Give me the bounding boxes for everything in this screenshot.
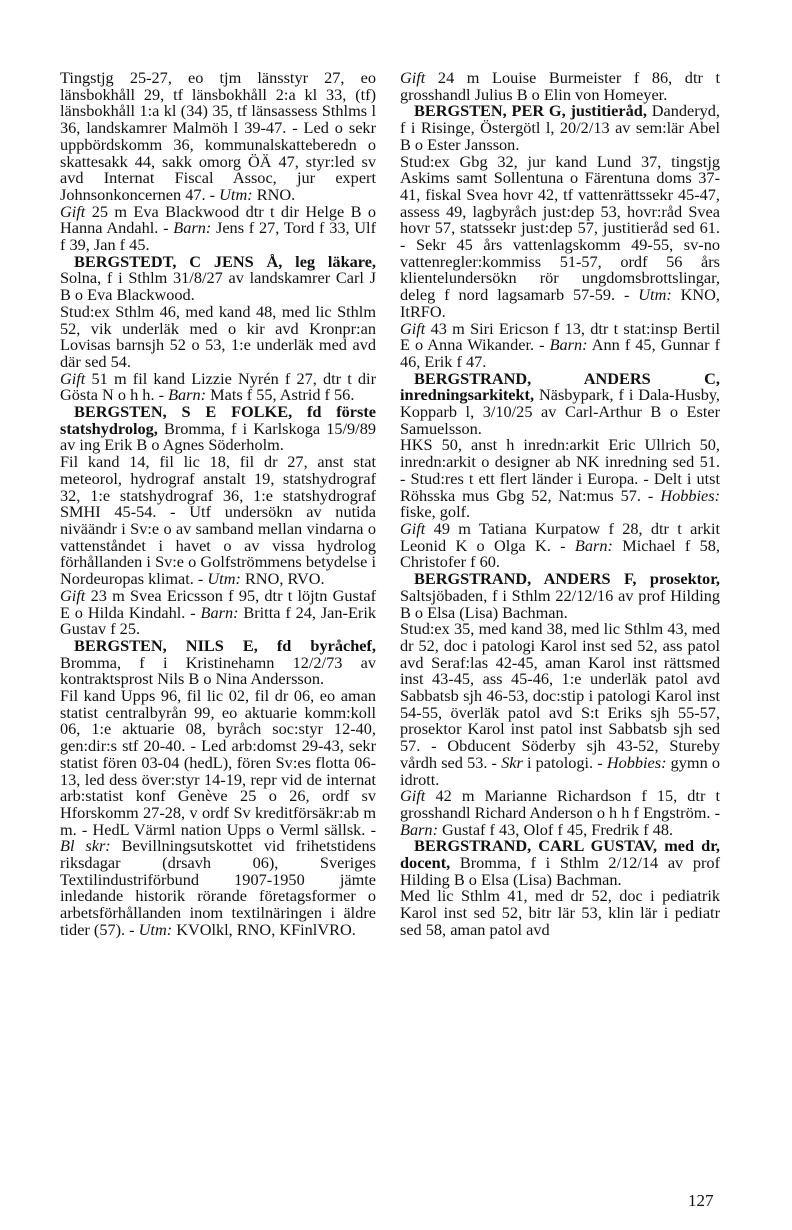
biography-entry-heading: BERGSTEN, PER G, justitieråd, Danderyd, f i Risinge, Östergötl l, 20/2/13 av sem:lär Abel B o Ester Jansson. — [400, 101, 720, 154]
biography-entry-heading: BERGSTRAND, ANDERS F, prosektor, Saltsjöbaden, f i Sthlm 22/12/16 av prof Hilding B o Elsa (Lisa) Bachman. — [400, 569, 720, 622]
biography-paragraph: Med lic Sthlm 41, med dr 52, doc i pediatrik Karol inst sed 52, bitr lär 53, klin lär i pediatr sed 58, aman patol avd — [400, 886, 720, 939]
biography-entry-heading: BERGSTRAND, ANDERS C, inredningsarkitekt, Näsbypark, f i Dala-Husby, Kopparb l, 3/10/25 av Carl-Arthur B o Ester Samuelsson. — [400, 368, 720, 438]
biography-paragraph: Gift 49 m Tatiana Kurpatow f 28, dtr t arkit Leonid K o Olga K. - Barn: Michael f 58, Christofer f 60. — [400, 518, 720, 572]
left-column — [60, 70, 376, 939]
biography-paragraph: Gift 51 m fil kand Lizzie Nyrén f 27, dtr t dir Gösta N o h h. - Barn: Mats f 55, Astrid f 56. — [60, 368, 376, 405]
biography-paragraph: Gift 24 m Louise Burmeister f 86, dtr t grosshandl Julius B o Elin von Homeyer. — [400, 68, 720, 104]
biography-paragraph: Fil kand Upps 96, fil lic 02, fil dr 06, eo aman statist centralbyrån 99, eo aktuarie komm:koll 06, 1:e aktuarie 08, byråch soc:styr 12-40, gen:dir:s stf 20-40. - Led arb:domst 29-43, sekr statist fören 03-04 (hedL), fören Sv:es flotta 06-13, led dess över:styr 14-19, repr vid de internat arb:statist konf Genève 25 o 26, ordf sv Hforskomm 27-28, v ordf Sv kreditförsäkr:ab m m. - HedL Värml nation Upps o Verml sällsk. - Bl skr: Bevillningsutskottet vid frihetstidens riksdagar (drsavh 06), Sveriges Textilindustriförbund 1907-1950 jämte inledande historik rörande företagsformer o arbetsförhållanden inom textilnäringen i äldre tider (57). - Utm: KVOlkl, RNO, KFinlVRO. — [60, 686, 377, 939]
biography-paragraph: Tingstjg 25-27, eo tjm länsstyr 27, eo länsbokhåll 29, tf länsbokhåll 2:a kl 33, (tf) länsbokhåll 1:a kl (34) 35, tf länsassess Sthlms l 36, landskamrer Malmöh l 39-47. - Led o sekr uppbördskomm 36, kommunalskatteberedn o skattesakk 44, sakk omorg ÖÄ 47, styr:led sv avd Internat Fiscal Assoc, jur expert Johnsonkoncernen 47. - Utm: RNO. — [60, 68, 376, 204]
biography-paragraph: HKS 50, anst h inredn:arkit Eric Ullrich 50, inredn:arkit o designer ab NK inredning sed 51. - Stud:res t ett flert länder i Europa. - Delt i utst Röhsska mus Gbg 52, Nat:mus 57. - Hobbies: fiske, golf. — [400, 435, 720, 522]
biography-paragraph: Gift 23 m Svea Ericsson f 95, dtr t löjtn Gustaf E o Hilda Kindahl. - Barn: Britta f 24, Jan-Erik Gustav f 25. — [60, 585, 376, 639]
biography-paragraph: Stud:ex Gbg 32, jur kand Lund 37, tingstjg Askims samt Sollentuna o Färentuna doms 37-41, fiskal Svea hovr 42, tf vattenrättssekr 45-47, assess 49, lagbyråch just:dep 53, hovr:råd Svea hovr 57, statssekr just:dep 57, justitieråd sed 61. - Sekr 45 års vattenlagskomm 49-55, sv-no vattenregler:kommiss 51-57, ordf 56 års klientelundersökn rör ungdomsbrottslingar, deleg f nord lagsamarb 57-59. - Utm: KNO, ItRFO. — [400, 151, 721, 321]
biography-paragraph: Stud:ex 35, med kand 38, med lic Sthlm 43, med dr 52, doc i patologi Karol inst sed 52, ass patol avd Seraf:las 42-45, aman Karol inst rättsmed inst 43-45, ass 45-46, 1:e underläk patol avd Sabbatsb sjh 46-53, doc:stip i patologi Karol inst 54-55, överläk patol avd S:t Eriks sjh 55-57, prosektor Karol inst patol inst Sabbatsb sjh sed 57. - Obducent Söderby sjh 43-52, Stureby vårdh sed 53. - Skr i patologi. - Hobbies: gymn o idrott. — [400, 619, 721, 789]
biography-paragraph: Gift 43 m Siri Ericson f 13, dtr t stat:insp Bertil E o Anna Wikander. - Barn: Ann f 45, Gunnar f 46, Erik f 47. — [400, 318, 721, 371]
biography-entry-heading: BERGSTRAND, CARL GUSTAV, med dr, docent, Bromma, f i Sthlm 2/12/14 av prof Hilding B o Elsa (Lisa) Bachman. — [400, 836, 720, 889]
biography-entry-heading: BERGSTEN, S E FOLKE, fd förste statshydrolog, Bromma, f i Karlskoga 15/9/89 av ing Erik B o Agnes Söderholm. — [60, 402, 376, 455]
biography-paragraph: Stud:ex Sthlm 46, med kand 48, med lic Sthlm 52, vik underläk med o kir avd Kronpr:an Lovisas barnsjh 52 o 53, 1:e underläk med avd där sed 54. — [60, 301, 376, 371]
biography-paragraph: Gift 42 m Marianne Richardson f 15, dtr t grosshandl Richard Anderson o h h f Engström. - Barn: Gustaf f 43, Olof f 45, Fredrik f 48. — [400, 786, 720, 839]
biography-entry-heading: BERGSTEDT, C JENS Å, leg läkare, Solna, f i Sthlm 31/8/27 av landskamrer Carl J B o Eva Blackwood. — [60, 251, 376, 305]
page-number: 127 — [688, 1191, 714, 1210]
biography-paragraph: Fil kand 14, fil lic 18, fil dr 27, anst stat meteorol, hydrograf anstalt 19, statshydrograf 32, 1:e statshydrograf 36, 1:e statshydrograf SMHI 45-54. - Utf undersökn av nutida niväändr i Sv:e o av samband mellan vindarna o vattenståndet i havet o av vissa hydrolog förhållanden i Sv:e o Golfströmmens betydelse i Nordeuropas klimat. - Utm: RNO, RVO. — [60, 452, 376, 589]
biography-entry-heading: BERGSTEN, NILS E, fd byråchef, Bromma, f i Kristinehamn 12/2/73 av kontraktsprost Nils B o Nina Andersson. — [60, 635, 376, 689]
right-column — [400, 70, 720, 939]
biography-paragraph: Gift 25 m Eva Blackwood dtr t dir Helge B o Hanna Andahl. - Barn: Jens f 27, Tord f 33, Ulf f 39, Jan f 45. — [60, 201, 376, 255]
